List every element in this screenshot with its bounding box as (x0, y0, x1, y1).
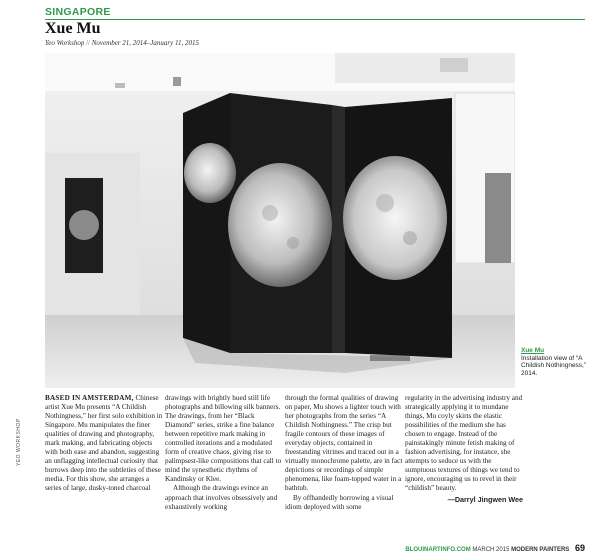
article-paragraph-3: Although the drawings evince an approach that involves obsessively and exhaustively working (165, 484, 278, 511)
footer-site: BLOUINARTINFO.COM (405, 547, 471, 553)
article-title: Xue Mu (45, 20, 101, 37)
installation-photo-graphic (45, 53, 515, 388)
exhibition-dates: November 21, 2014–January 11, 2015 (91, 39, 199, 47)
photo-credit: YEO WORKSHOP (16, 418, 22, 466)
photo-caption (521, 347, 591, 377)
footer-issue: MARCH 2015 (472, 547, 510, 553)
article-paragraph-4: through the formal qualities of drawing on paper, Mu shows a lighter touch with her photographs from the series “A Childish Nothingness.” The crisp but fragile contours of these images of everyday objects, contained in freestanding vitrines and traced out in a virtually monochrome palette, are in fact depictions or recordings of simple phenomena, like foam-topped water in a bathtub. (285, 394, 403, 493)
article-column-2 (165, 394, 283, 512)
venue-separator: // (86, 39, 90, 47)
article-column-1 (45, 394, 163, 494)
page-number: 69 (574, 543, 585, 553)
header-rule (45, 19, 585, 20)
venue-dates (45, 39, 199, 47)
article-paragraph-2: drawings with brightly hued still life photographs and billowing silk banners. The drawings, from her “Black Diamond” series, strike a fine balance between repetitive mark making in controlled iterations and a modulated form of creative chaos, giving rise to palimpsest-like compositions that call to mind the synesthetic rhythms of Kandinsky or Klee. (165, 394, 282, 484)
section-label: SINGAPORE (45, 6, 111, 18)
caption-title: Xue Mu (521, 347, 545, 354)
article-column-4 (405, 394, 523, 504)
installation-photo (45, 53, 515, 388)
article-paragraph-6: regularity in the advertising industry and strategically applying it to mundane things, Mu coyly skirts the elastic possibilities of the medium she has chosen to engage. Instead of the painstakingly minute fetish making of fashion advertising, for instance, she attempts to seduce us with the sumptuous textures of things we tend to ignore, encouraging us to revel in their “childish” beauty. (405, 394, 523, 493)
article-lead: BASED IN AMSTERDAM, (45, 394, 134, 402)
article-column-3 (285, 394, 403, 512)
article-byline: —Darryl Jingwen Wee (447, 494, 523, 504)
caption-text: Installation view of “A Childish Nothingness,” 2014. (521, 354, 587, 377)
article-paragraph-1: Chinese artist Xue Mu presents “A Childish Nothingness,” her first solo exhibition in Singapore. Mu manipulates the finer qualities of drawing and photography, mark making, and fabricating objects with both ease and abandon, suggesting an unflagging intellectual curiosity that burrows deep into the subtleties of these media. For this show, she arranges a series of large, dusky-toned charcoal (45, 394, 163, 493)
footer-section: MODERN PAINTERS (511, 547, 570, 553)
article-paragraph-5: By offhandedly borrowing a visual idiom deployed with some (285, 493, 394, 511)
venue-name: Yeo Workshop (45, 39, 85, 47)
page-footer (405, 543, 585, 553)
